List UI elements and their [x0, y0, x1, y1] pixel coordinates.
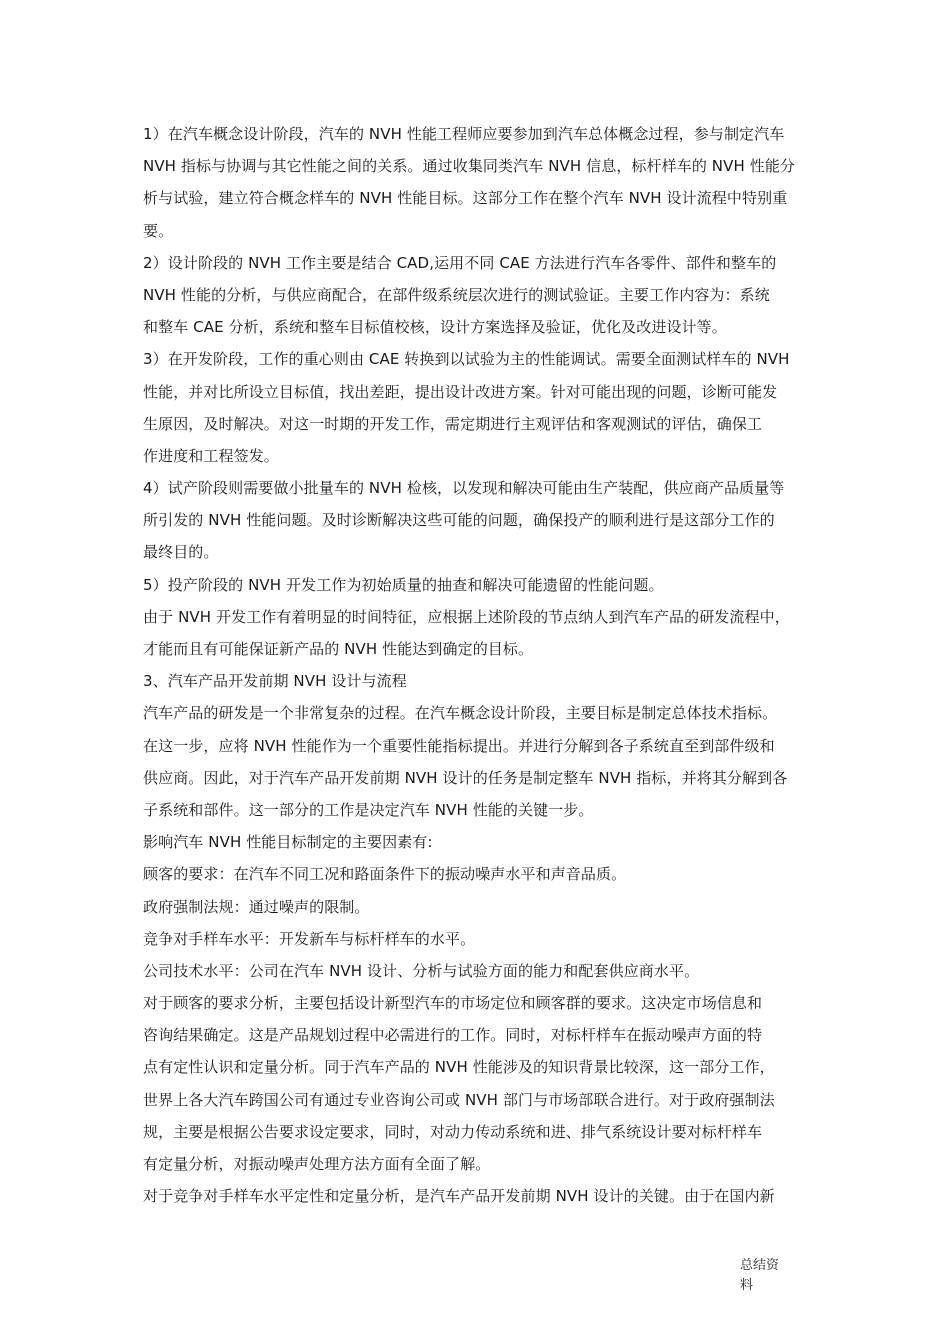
text-line: 影响汽车 NVH 性能目标制定的主要因素有: — [143, 833, 433, 852]
text-line: 咨询结果确定。这是产品规划过程中必需进行的工作。同时，对标杆样车在振动噪声方面的特 — [143, 1026, 763, 1045]
page-footer — [740, 1256, 800, 1296]
document-body — [143, 118, 808, 1212]
text-line: NVH 指标与协调与其它性能之间的关系。通过收集同类汽车 NVH 信息，标杆样车的 NVH 性能分 — [143, 157, 796, 176]
footer-text: 总结资 — [740, 1258, 780, 1273]
text-line: 规，主要是根据公告要求设定要求，同时，对动力传动系统和进、排气系统设计要对标杆样车 — [143, 1122, 763, 1141]
text-line: 作进度和工程签发。 — [143, 446, 279, 465]
text-line: 4）试产阶段则需要做小批量车的 NVH 检核，以发现和解决可能由生产装配，供应商产品质量等 — [143, 479, 785, 498]
text-line: 和整车 CAE 分析，系统和整车目标值校核，设计方案选择及验证，优化及改进设计等。 — [143, 318, 727, 337]
text-line: 对于竞争对手样车水平定性和定量分析，是汽车产品开发前期 NVH 设计的关键。由于在国内新 — [143, 1187, 775, 1206]
text-line: 才能而且有可能保证新产品的 NVH 性能达到确定的目标。 — [143, 640, 534, 658]
text-line: 由于 NVH 开发工作有着明显的时间特征，应根据上述阶段的节点纳人到汽车产品的研发流程中， — [143, 607, 790, 626]
text-line: 供应商。因此，对于汽车产品开发前期 NVH 设计的任务是制定整车 NVH 指标，并将其分解到各 — [143, 768, 788, 787]
text-line: 1）在汽车概念设计阶段，汽车的 NVH 性能工程师应要参加到汽车总体概念过程，参与制定汽车 — [143, 125, 785, 143]
text-line: 政府强制法规：通过噪声的限制。 — [143, 897, 370, 916]
text-line: 3）在开发阶段，工作的重心则由 CAE 转换到以试验为主的性能调试。需要全面测试样车的 NVH — [143, 350, 790, 369]
text-line: 汽车产品的研发是一个非常复杂的过程。在汽车概念设计阶段，主要目标是制定总体技术指标。 — [143, 704, 778, 723]
text-line: 对于顾客的要求分析，主要包括设计新型汽车的市场定位和顾客群的要求。这决定市场信息和 — [143, 994, 763, 1013]
text-line: 2）设计阶段的 NVH 工作主要是结合 CAD,运用不同 CAE 方法进行汽车各零件、部件和整车的 — [143, 253, 777, 272]
section-heading: 3、汽车产品开发前期 NVH 设计与流程 — [143, 672, 407, 691]
text-line: 有定量分析，对振动噪声处理方法方面有全面了解。 — [143, 1155, 491, 1173]
text-line: 世界上各大汽车跨国公司有通过专业咨询公司或 NVH 部门与市场部联合进行。对于政府强制法 — [143, 1090, 775, 1109]
text-line: 所引发的 NVH 性能问题。及时诊断解决这些可能的问题，确保投产的顺利进行是这部分工作的 — [143, 511, 775, 530]
text-line: 公司技术水平：公司在汽车 NVH 设计、分析与试验方面的能力和配套供应商水平。 — [143, 961, 700, 980]
text-line: 要。 — [143, 221, 174, 240]
text-line: 子系统和部件。这一部分的工作是决定汽车 NVH 性能的关键一步。 — [143, 800, 594, 819]
text-line: 5）投产阶段的 NVH 开发工作为初始质量的抽查和解决可能遗留的性能问题。 — [143, 575, 664, 594]
text-line: NVH 性能的分析，与供应商配合，在部件级系统层次进行的测试验证。主要工作内容为：系统 — [143, 285, 770, 304]
text-line: 在这一步，应将 NVH 性能作为一个重要性能指标提出。并进行分解到各子系统直至到部件级和 — [143, 736, 775, 755]
footer-text: 料 — [740, 1278, 754, 1293]
text-line: 竞争对手样车水平：开发新车与标杆样车的水平。 — [143, 929, 476, 948]
text-line: 性能，并对比所设立目标值，找出差距，提出设计改进方案。针对可能出现的问题，诊断可能发 — [143, 382, 778, 401]
text-line: 最终目的。 — [143, 543, 219, 562]
text-line: 顾客的要求：在汽车不同工况和路面条件下的振动噪声水平和声音品质。 — [143, 865, 627, 884]
text-line: 析与试验，建立符合概念样车的 NVH 性能目标。这部分工作在整个汽车 NVH 设计流程中特别重 — [143, 189, 788, 208]
text-line: 生原因，及时解决。对这一时期的开发工作，需定期进行主观评估和客观测试的评估，确保工 — [143, 414, 763, 433]
text-line: 点有定性认识和定量分析。同于汽车产品的 NVH 性能涉及的知识背景比较深，这一部分工作， — [143, 1058, 775, 1077]
